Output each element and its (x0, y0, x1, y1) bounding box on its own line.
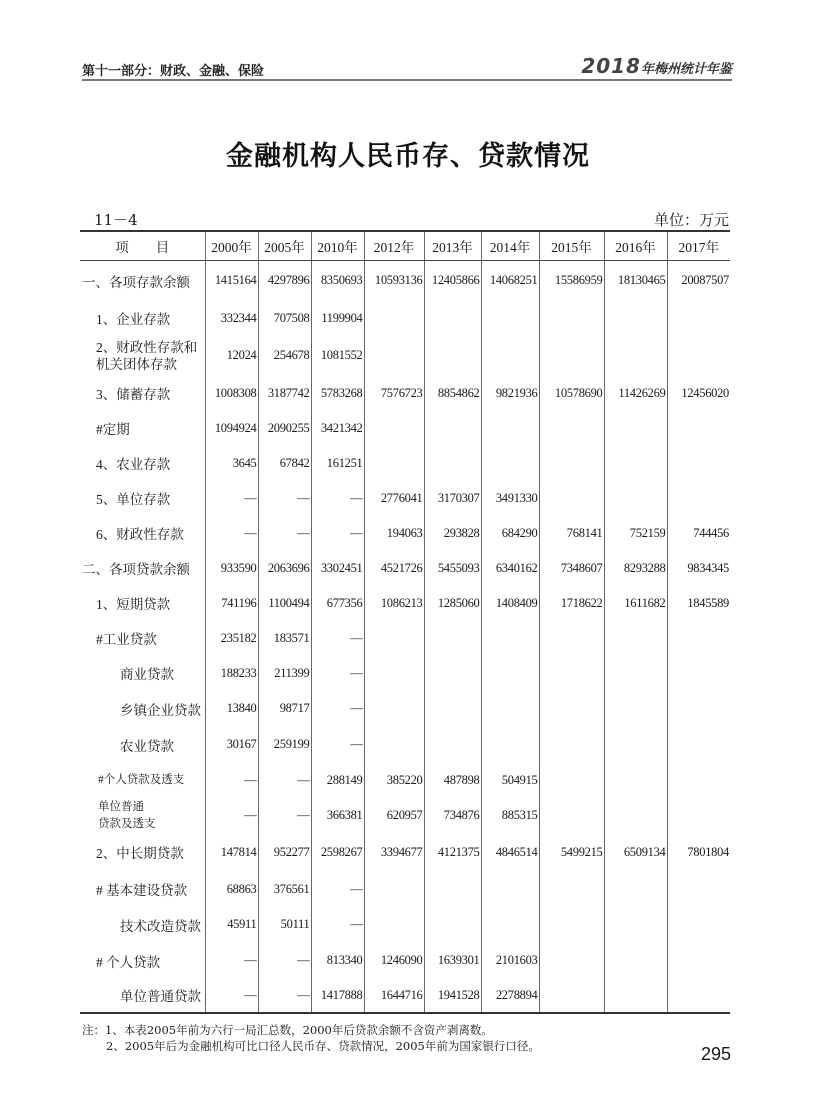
cell-value: 10593136 (364, 261, 424, 301)
table-row (80, 943, 730, 979)
column-header-year: 2000年 (205, 231, 258, 261)
cell-value (424, 446, 481, 481)
cell-value (481, 691, 539, 727)
cell-value: 4297896 (258, 261, 311, 301)
cell-value (364, 446, 424, 481)
cell-value (364, 301, 424, 336)
cell-value: 752159 (604, 516, 667, 551)
cell-value: 12405866 (424, 261, 481, 301)
cell-value: — (258, 943, 311, 979)
cell-value: 1718622 (539, 586, 604, 621)
cell-value: 741196 (205, 586, 258, 621)
cell-value: — (311, 907, 364, 943)
cell-value (539, 621, 604, 656)
cell-value: — (258, 979, 311, 1013)
table-row (80, 336, 730, 376)
cell-value: 487898 (424, 763, 481, 799)
row-label: 单位普通 贷款及透支 (98, 800, 156, 830)
cell-value: 3187742 (258, 376, 311, 411)
cell-value: 8350693 (311, 261, 364, 301)
cell-value: 4121375 (424, 833, 481, 872)
cell-value: 2598267 (311, 833, 364, 872)
cell-value: 7348607 (539, 551, 604, 586)
cell-value (481, 656, 539, 691)
cell-value (667, 907, 730, 943)
cell-value: 707508 (258, 301, 311, 336)
cell-value (667, 943, 730, 979)
row-label: 二、各项贷款余额 (82, 562, 190, 577)
cell-value: 2090255 (258, 411, 311, 446)
cell-value (604, 943, 667, 979)
cell-value (539, 799, 604, 833)
cell-value: 8293288 (604, 551, 667, 586)
cell-value: — (311, 691, 364, 727)
column-header-item: 项 目 (80, 231, 205, 261)
cell-value (364, 872, 424, 907)
cell-value: 813340 (311, 943, 364, 979)
table-row (80, 799, 730, 833)
cell-value: 376561 (258, 872, 311, 907)
cell-value (364, 621, 424, 656)
cell-value: — (258, 481, 311, 516)
cell-value: — (205, 481, 258, 516)
cell-value (604, 907, 667, 943)
yearbook-header (581, 54, 732, 78)
cell-value (667, 621, 730, 656)
row-label: 4、农业存款 (96, 457, 171, 472)
cell-value: 1417888 (311, 979, 364, 1013)
table-row (80, 481, 730, 516)
cell-value: 885315 (481, 799, 539, 833)
cell-value (667, 446, 730, 481)
column-header-year: 2012年 (364, 231, 424, 261)
cell-value: 1644716 (364, 979, 424, 1013)
page-number: 295 (700, 1044, 731, 1064)
row-label: 商业贷款 (120, 667, 174, 682)
column-header-year: 2014年 (481, 231, 539, 261)
cell-value (667, 336, 730, 376)
cell-value: 15586959 (539, 261, 604, 301)
cell-value: 1285060 (424, 586, 481, 621)
cell-value (604, 336, 667, 376)
cell-value (539, 446, 604, 481)
cell-value: 67842 (258, 446, 311, 481)
column-header-year: 2015年 (539, 231, 604, 261)
cell-value: 147814 (205, 833, 258, 872)
cell-value: 183571 (258, 621, 311, 656)
cell-value (364, 336, 424, 376)
column-header-year: 2016年 (604, 231, 667, 261)
cell-value: — (205, 516, 258, 551)
column-header-year: 2017年 (667, 231, 730, 261)
cell-value (364, 411, 424, 446)
cell-value: 768141 (539, 516, 604, 551)
cell-value (604, 481, 667, 516)
row-label: 2、财政性存款和 机关团体存款 (96, 339, 198, 372)
footnote-2: 2、2005年后为金融机构可比口径人民币存、贷款情况，2005年前为国家银行口径。 (106, 1039, 540, 1053)
cell-value: 1845589 (667, 586, 730, 621)
column-header-year: 2010年 (311, 231, 364, 261)
cell-value (364, 907, 424, 943)
row-label: 技术改造贷款 (120, 918, 201, 934)
unit-label: 单位：万元 (653, 211, 729, 229)
cell-value: 2063696 (258, 551, 311, 586)
cell-value: 1100494 (258, 586, 311, 621)
cell-value: 1639301 (424, 943, 481, 979)
cell-value (667, 691, 730, 727)
cell-value (604, 691, 667, 727)
cell-value (604, 979, 667, 1013)
cell-value (481, 621, 539, 656)
cell-value: 7576723 (364, 376, 424, 411)
row-label: 3、储蓄存款 (96, 387, 171, 402)
cell-value: 5783268 (311, 376, 364, 411)
cell-value: 933590 (205, 551, 258, 586)
cell-value: 288149 (311, 763, 364, 799)
cell-value: 5499215 (539, 833, 604, 872)
row-label: #工业贷款 (96, 632, 157, 647)
cell-value (481, 872, 539, 907)
table-row (80, 376, 730, 411)
cell-value: 332344 (205, 301, 258, 336)
cell-value: 188233 (205, 656, 258, 691)
cell-value: 13840 (205, 691, 258, 727)
cell-value (604, 763, 667, 799)
yearbook-name: 年梅州统计年鉴 (640, 62, 732, 77)
table-row (80, 411, 730, 446)
cell-value: — (311, 516, 364, 551)
cell-value (604, 799, 667, 833)
cell-value (604, 621, 667, 656)
cell-value (539, 727, 604, 763)
cell-value (539, 336, 604, 376)
cell-value: 3421342 (311, 411, 364, 446)
cell-value: 98717 (258, 691, 311, 727)
cell-value (667, 727, 730, 763)
cell-value: 3645 (205, 446, 258, 481)
row-label: 2、中长期贷款 (96, 846, 184, 861)
cell-value: — (311, 481, 364, 516)
data-table (80, 230, 730, 1014)
cell-value: 20087507 (667, 261, 730, 301)
cell-value: 259199 (258, 727, 311, 763)
table-row (80, 446, 730, 481)
row-label: 单位普通贷款 (80, 979, 205, 1013)
page-title: 金融机构人民币存、贷款情况 (226, 141, 590, 172)
table-row (80, 621, 730, 656)
cell-value: 194063 (364, 516, 424, 551)
cell-value: 734876 (424, 799, 481, 833)
cell-value: 1408409 (481, 586, 539, 621)
cell-value: 6340162 (481, 551, 539, 586)
table-row (80, 691, 730, 727)
cell-value: 385220 (364, 763, 424, 799)
cell-value: 1941528 (424, 979, 481, 1013)
column-header-year: 2013年 (424, 231, 481, 261)
cell-value: — (311, 656, 364, 691)
cell-value: 10578690 (539, 376, 604, 411)
cell-value: 5455093 (424, 551, 481, 586)
cell-value: 1008308 (205, 376, 258, 411)
cell-value (481, 446, 539, 481)
cell-value: 4521726 (364, 551, 424, 586)
cell-value (667, 301, 730, 336)
table-row (80, 551, 730, 586)
cell-value (539, 763, 604, 799)
cell-value: 366381 (311, 799, 364, 833)
row-label: #个人贷款及透支 (98, 774, 185, 786)
cell-value (424, 656, 481, 691)
cell-value: 1415164 (205, 261, 258, 301)
cell-value: 3170307 (424, 481, 481, 516)
cell-value (667, 411, 730, 446)
cell-value: 2101603 (481, 943, 539, 979)
cell-value: — (205, 763, 258, 799)
cell-value (604, 727, 667, 763)
cell-value (481, 727, 539, 763)
yearbook-year: 2018 (581, 54, 641, 78)
cell-value (364, 656, 424, 691)
cell-value: 1094924 (205, 411, 258, 446)
cell-value: 2776041 (364, 481, 424, 516)
table-row (80, 979, 730, 1013)
cell-value (481, 411, 539, 446)
cell-value (424, 691, 481, 727)
cell-value: 293828 (424, 516, 481, 551)
footnote-1: 注：1、本表2005年前为六行一局汇总数，2000年后贷款余额不含资产剥离数。 (82, 1023, 493, 1037)
cell-value: 11426269 (604, 376, 667, 411)
table-row (80, 516, 730, 551)
cell-value (424, 727, 481, 763)
cell-value: 677356 (311, 586, 364, 621)
row-label: 一、各项存款余额 (82, 274, 190, 290)
cell-value: 1086213 (364, 586, 424, 621)
cell-value: 7801804 (667, 833, 730, 872)
row-label: #定期 (96, 422, 130, 437)
cell-value: — (311, 727, 364, 763)
header-divider (82, 79, 732, 81)
cell-value: 68863 (205, 872, 258, 907)
cell-value (539, 979, 604, 1013)
cell-value: 1199904 (311, 301, 364, 336)
cell-value: — (258, 763, 311, 799)
row-label: 农业贷款 (120, 738, 174, 754)
table-row (80, 586, 730, 621)
cell-value (364, 727, 424, 763)
cell-value (481, 907, 539, 943)
cell-value: 30167 (205, 727, 258, 763)
cell-value (604, 301, 667, 336)
cell-value (604, 656, 667, 691)
cell-value (539, 411, 604, 446)
cell-value: 620957 (364, 799, 424, 833)
cell-value: 744456 (667, 516, 730, 551)
cell-value (424, 301, 481, 336)
cell-value (539, 656, 604, 691)
cell-value (539, 907, 604, 943)
cell-value: 9834345 (667, 551, 730, 586)
row-label: 5、单位存款 (96, 492, 171, 507)
cell-value: 12456020 (667, 376, 730, 411)
table-row (80, 763, 730, 799)
cell-value: 1081552 (311, 336, 364, 376)
row-label: 1、短期贷款 (96, 597, 171, 612)
cell-value (424, 336, 481, 376)
table-row (80, 261, 730, 301)
table-number: 11－4 (94, 211, 138, 229)
cell-value: — (258, 516, 311, 551)
cell-value: — (258, 799, 311, 833)
cell-value (539, 872, 604, 907)
table-row (80, 656, 730, 691)
cell-value (364, 691, 424, 727)
cell-value (481, 301, 539, 336)
cell-value (604, 411, 667, 446)
row-label: 1、企业存款 (96, 312, 171, 327)
cell-value: 6509134 (604, 833, 667, 872)
row-label: # 基本建设贷款 (96, 883, 188, 898)
cell-value (481, 336, 539, 376)
cell-value: — (311, 621, 364, 656)
table-row (80, 727, 730, 763)
cell-value: 1246090 (364, 943, 424, 979)
cell-value: 211399 (258, 656, 311, 691)
cell-value (604, 872, 667, 907)
cell-value (539, 481, 604, 516)
cell-value (424, 621, 481, 656)
cell-value (604, 446, 667, 481)
table-header-row (80, 231, 730, 261)
cell-value: 1611682 (604, 586, 667, 621)
cell-value: 952277 (258, 833, 311, 872)
cell-value: 235182 (205, 621, 258, 656)
footnotes (82, 1022, 540, 1054)
cell-value (424, 907, 481, 943)
cell-value (539, 301, 604, 336)
cell-value (667, 656, 730, 691)
column-header-year: 2005年 (258, 231, 311, 261)
cell-value: — (311, 872, 364, 907)
cell-value: 161251 (311, 446, 364, 481)
cell-value (667, 979, 730, 1013)
cell-value: 684290 (481, 516, 539, 551)
table-row (80, 301, 730, 336)
cell-value (667, 481, 730, 516)
cell-value: 14068251 (481, 261, 539, 301)
cell-value: — (205, 943, 258, 979)
cell-value (667, 799, 730, 833)
cell-value: — (205, 799, 258, 833)
cell-value: — (205, 979, 258, 1013)
cell-value: 2278894 (481, 979, 539, 1013)
cell-value: 254678 (258, 336, 311, 376)
cell-value: 4846514 (481, 833, 539, 872)
cell-value (424, 872, 481, 907)
cell-value: 50111 (258, 907, 311, 943)
cell-value: 9821936 (481, 376, 539, 411)
row-label: 乡镇企业贷款 (120, 702, 201, 718)
table-row (80, 833, 730, 872)
cell-value: 3394677 (364, 833, 424, 872)
row-label: 6、财政性存款 (96, 527, 184, 542)
cell-value (424, 411, 481, 446)
cell-value (539, 691, 604, 727)
row-label: # 个人贷款 (96, 954, 161, 970)
cell-value: 12024 (205, 336, 258, 376)
cell-value: 18130465 (604, 261, 667, 301)
section-header: 第十一部分：财政、金融、保险 (82, 64, 265, 79)
cell-value: 3302451 (311, 551, 364, 586)
cell-value: 45911 (205, 907, 258, 943)
table-row (80, 907, 730, 943)
table-row (80, 872, 730, 907)
cell-value: 3491330 (481, 481, 539, 516)
cell-value: 504915 (481, 763, 539, 799)
cell-value (667, 872, 730, 907)
cell-value (539, 943, 604, 979)
cell-value (667, 763, 730, 799)
cell-value: 8854862 (424, 376, 481, 411)
